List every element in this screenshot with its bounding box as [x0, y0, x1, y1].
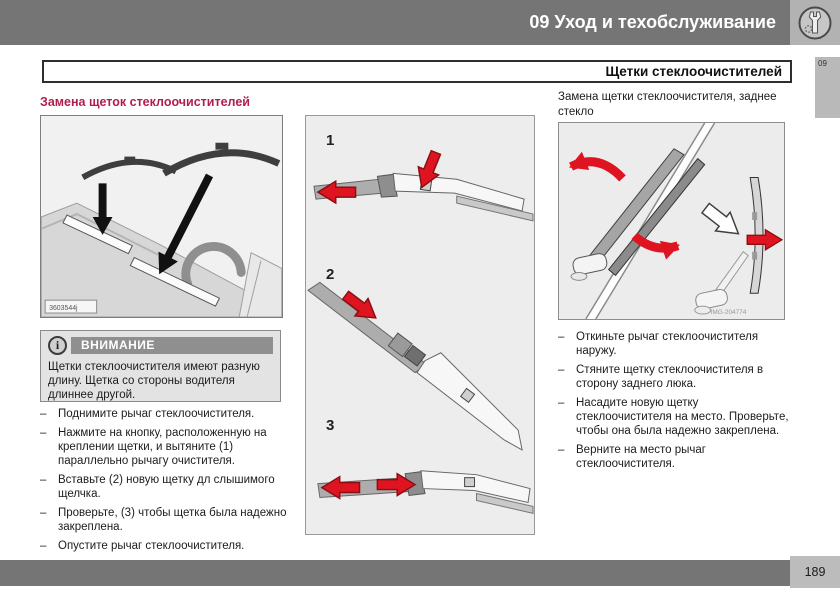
- page-number-box: [790, 556, 840, 588]
- step-text: Вставьте (2) новую щетку дл слышимого щелчка.: [58, 474, 275, 500]
- bullet-dash: –: [558, 444, 565, 456]
- warning-header: [48, 336, 273, 355]
- bullet-dash: –: [558, 364, 565, 376]
- figure-step-number: 3: [326, 417, 335, 434]
- front-wiper-steps-list: [40, 407, 290, 558]
- list-item: [40, 426, 290, 468]
- step-text: Стяните щетку стеклоочистителя в сторону заднего люка.: [576, 364, 764, 390]
- bullet-dash: –: [558, 397, 565, 409]
- section-title-box: [42, 60, 792, 83]
- list-item: [40, 407, 290, 421]
- bullet-dash: –: [40, 540, 47, 552]
- step-text: Откиньте рычаг стеклоочистителя наружу.: [576, 331, 759, 357]
- step-text: Поднимите рычаг стеклоочистителя.: [58, 408, 255, 420]
- list-item: [558, 330, 790, 358]
- list-item: [40, 473, 290, 501]
- list-item: [40, 539, 290, 553]
- left-section-heading: Замена щеток стеклоочистителей: [40, 95, 250, 109]
- warning-text: Щетки стеклоочистителя имеют разную длину. Щетка со стороны водителя длиннее другой.: [48, 361, 260, 401]
- step-text: Опустите рычаг стеклоочистителя.: [58, 540, 245, 552]
- page-number: 189: [804, 565, 826, 579]
- list-item: [558, 443, 790, 471]
- figure-front-wipers: [40, 115, 283, 318]
- figure-step-number: 2: [326, 266, 335, 283]
- bullet-dash: –: [40, 507, 47, 519]
- transition-arrow-icon: [698, 199, 745, 243]
- bullet-dash: –: [40, 408, 47, 420]
- list-item: [40, 506, 290, 534]
- list-item: [558, 396, 790, 438]
- warning-title: ВНИМАНИЕ: [71, 337, 273, 354]
- figure-rear-wiper-label: IMG-204774: [710, 309, 747, 317]
- warning-box: [40, 330, 281, 402]
- rear-wiper-steps-list: [558, 330, 790, 476]
- figure-rear-wiper: [558, 122, 785, 320]
- chapter-icon-area: [790, 0, 840, 45]
- page-header: [0, 0, 790, 45]
- figure-blade-replacement-steps: [305, 115, 535, 535]
- bullet-dash: –: [40, 474, 47, 486]
- section-title: Щетки стеклоочистителей: [605, 64, 782, 79]
- bullet-dash: –: [40, 427, 47, 439]
- right-section-heading: Замена щетки стеклоочистителя, заднее стекло: [558, 91, 777, 118]
- chapter-side-tab: [815, 57, 840, 118]
- figure-front-wipers-label: 3603544j: [49, 305, 78, 313]
- step-text: Нажмите на кнопку, расположенную на креплении щетки, и вытяните (1) параллельно рычагу очистителя.: [58, 427, 267, 467]
- step-text: Насадите новую щетку стеклоочистителя на место. Проверьте, чтобы она была надежно закреплена.: [576, 397, 789, 437]
- footer-bar: [0, 560, 790, 586]
- info-icon: i: [48, 336, 67, 355]
- chapter-side-tab-label: 09: [818, 59, 827, 68]
- step-text: Верните на место рычаг стеклоочистителя.: [576, 444, 706, 470]
- page-header-title: 09 Уход и техобслуживание: [529, 12, 776, 32]
- bullet-dash: –: [558, 331, 565, 343]
- step-text: Проверьте, (3) чтобы щетка была надежно закреплена.: [58, 507, 287, 533]
- remove-blade-arrow-icon: [747, 230, 782, 250]
- figure-step-number: 1: [326, 132, 335, 149]
- wrench-icon: [797, 5, 833, 41]
- list-item: [558, 363, 790, 391]
